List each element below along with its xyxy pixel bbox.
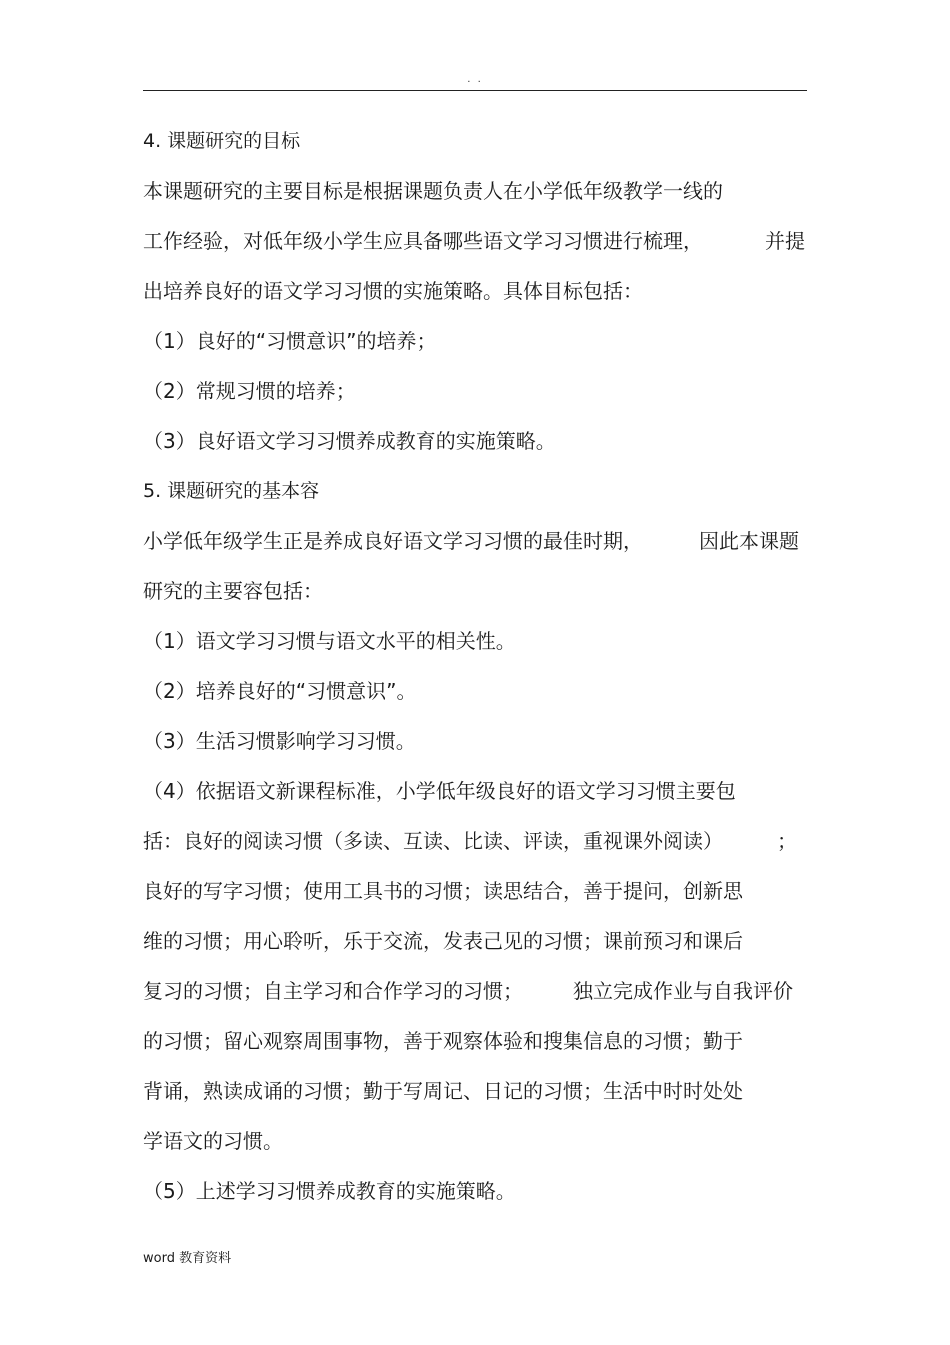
paragraph-line: 的习惯；留心观察周围事物，善于观察体验和搜集信息的习惯；勤于: [143, 1029, 743, 1053]
paragraph-line: 学语文的习惯。: [143, 1129, 283, 1153]
paragraph-line: 研究的主要容包括：: [143, 579, 323, 603]
paragraph-segment: 并提: [765, 229, 805, 253]
goal-item-1: （1）良好的“习惯意识”的培养；: [143, 329, 437, 353]
header-mark: . .: [467, 74, 483, 85]
content-item-3: （3）生活习惯影响学习习惯。: [143, 729, 416, 753]
paragraph-segment: 括：良好的阅读习惯（多读、互读、比读、评读，重视课外阅读）: [143, 829, 723, 853]
paragraph-line: 良好的写字习惯；使用工具书的习惯；读思结合，善于提问，创新思: [143, 879, 743, 903]
paragraph-segment: 工作经验，对低年级小学生应具备哪些语文学习习惯进行梳理，: [143, 229, 703, 253]
paragraph-line: [143, 528, 799, 554]
paragraph-segment: 独立完成作业与自我评价: [573, 979, 793, 1003]
paragraph-line: [143, 228, 805, 254]
content-item-4: （4）依据语文新课程标准，小学低年级良好的语文学习习惯主要包: [143, 779, 736, 803]
goal-item-2: （2）常规习惯的培养；: [143, 379, 356, 403]
content-item-5: （5）上述学习习惯养成教育的实施策略。: [143, 1179, 516, 1203]
content-item-1: （1）语文学习习惯与语文水平的相关性。: [143, 629, 516, 653]
paragraph-segment: ；: [777, 829, 797, 853]
paragraph-segment: 复习的习惯；自主学习和合作学习的习惯；: [143, 979, 523, 1003]
paragraph-line: 维的习惯；用心聆听，乐于交流，发表己见的习惯；课前预习和课后: [143, 929, 743, 953]
paragraph-line: 出培养良好的语文学习习惯的实施策略。具体目标包括：: [143, 279, 643, 303]
header-rule: [143, 90, 807, 91]
paragraph-line: [143, 978, 793, 1004]
paragraph-segment: 小学低年级学生正是养成良好语文学习习惯的最佳时期，: [143, 529, 643, 553]
paragraph-line: 本课题研究的主要目标是根据课题负责人在小学低年级教学一线的: [143, 179, 723, 203]
content-item-2: （2）培养良好的“习惯意识”。: [143, 679, 417, 703]
section-heading-4: 4. 课题研究的目标: [143, 130, 301, 152]
section-heading-5: 5. 课题研究的基本容: [143, 480, 320, 502]
paragraph-line: 背诵，熟读成诵的习惯；勤于写周记、日记的习惯；生活中时时处处: [143, 1079, 743, 1103]
paragraph-segment: 因此本课题: [699, 529, 799, 553]
goal-item-3: （3）良好语文学习习惯养成教育的实施策略。: [143, 429, 556, 453]
paragraph-line: [143, 828, 797, 854]
footer-label: word 教育资料: [143, 1251, 232, 1266]
